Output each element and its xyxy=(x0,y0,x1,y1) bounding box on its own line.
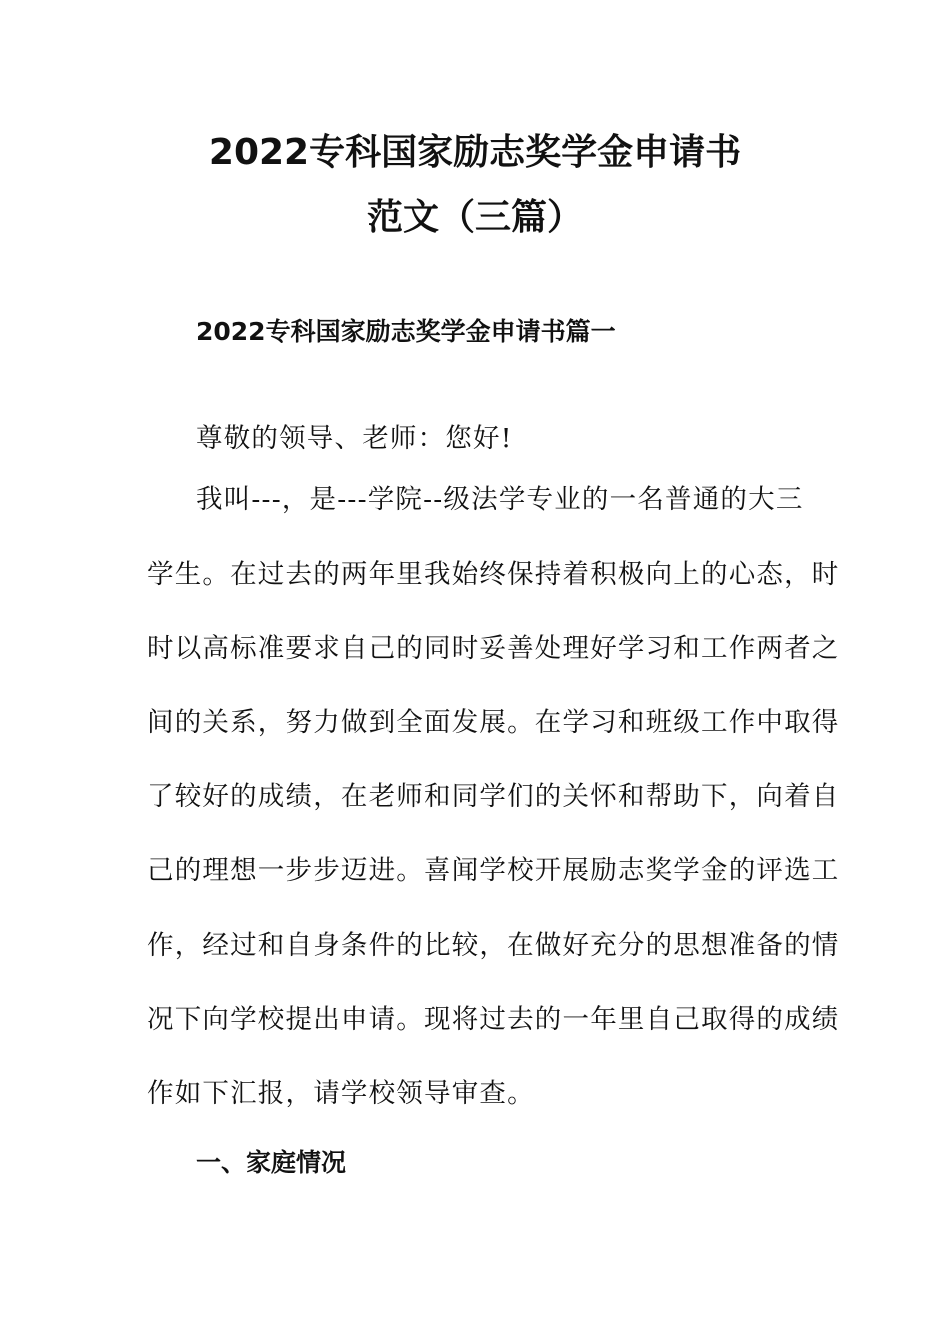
body-line: 时以高标准要求自己的同时妥善处理好学习和工作两者之 xyxy=(147,633,840,664)
greeting-line: 尊敬的领导、老师：您好! xyxy=(196,423,513,454)
body-line: 己的理想一步步迈进。喜闻学校开展励志奖学金的评选工 xyxy=(147,855,840,886)
document-title-line-1: 2022专科国家励志奖学金申请书 xyxy=(208,132,742,173)
body-line: 况下向学校提出申请。现将过去的一年里自己取得的成绩 xyxy=(147,1004,840,1035)
body-line: 作如下汇报，请学校领导审查。 xyxy=(147,1078,535,1109)
body-line: 学生。在过去的两年里我始终保持着积极向上的心态，时 xyxy=(147,559,840,590)
body-line: 我叫---，是---学院--级法学专业的一名普通的大三 xyxy=(196,484,804,515)
section-heading: 2022专科国家励志奖学金申请书篇一 xyxy=(196,317,616,346)
subheading-family-situation: 一、家庭情况 xyxy=(196,1148,347,1177)
document-title-line-2: 范文（三篇） xyxy=(366,197,583,238)
body-line: 间的关系，努力做到全面发展。在学习和班级工作中取得 xyxy=(147,707,840,738)
body-line: 了较好的成绩，在老师和同学们的关怀和帮助下，向着自 xyxy=(147,781,840,812)
body-line: 作，经过和自身条件的比较，在做好充分的思想准备的情 xyxy=(147,930,840,961)
